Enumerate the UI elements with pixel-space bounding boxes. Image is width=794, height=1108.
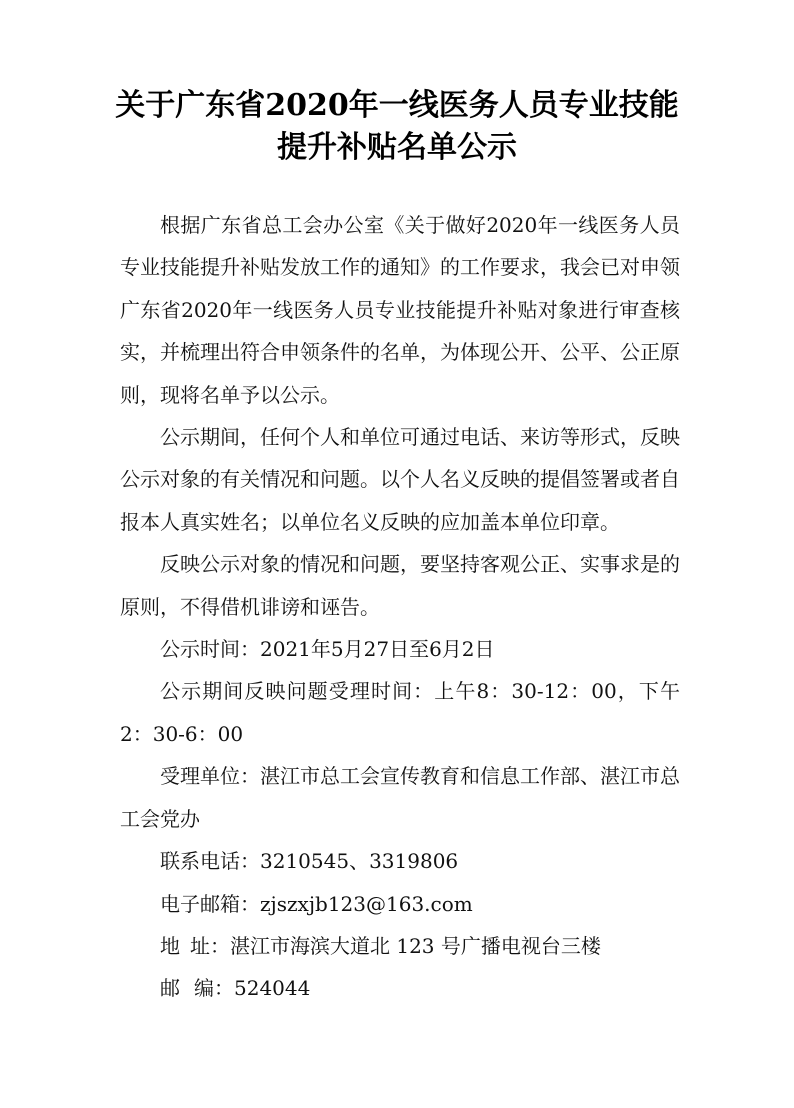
email-value: zjszxjb123@163.com — [260, 891, 473, 916]
address-label-first: 地 — [160, 933, 180, 958]
contact-postcode — [120, 967, 680, 1009]
paragraph-principles: 反映公示对象的情况和问题，要坚持客观公正、实事求是的原则，不得借机诽谤和诬告。 — [120, 552, 680, 619]
paragraph-receiving-unit: 受理单位：湛江市总工会宣传教育和信息工作部、湛江市总工会党办 — [120, 764, 680, 831]
phone-label: 联系电话： — [160, 849, 260, 874]
address-value: 湛江市海滨大道北 123 号广播电视台三楼 — [230, 933, 601, 958]
paragraph-office-hours: 公示期间反映问题受理时间：上午8：30-12：00，下午2：30-6：00 — [120, 679, 680, 746]
postcode-label-first: 邮 — [160, 976, 180, 1001]
contact-address — [120, 925, 680, 967]
document-body — [120, 204, 680, 1010]
address-label-second: 址： — [190, 933, 230, 958]
postcode-value: 524044 — [234, 976, 311, 1001]
email-label: 电子邮箱： — [160, 891, 260, 916]
document-title-line-2: 提升补贴名单公示 — [277, 130, 517, 165]
paragraph-feedback-methods: 公示期间，任何个人和单位可通过电话、来访等形式，反映公示对象的有关情况和问题。以个人名义反映的提倡签署或者自报本人真实姓名；以单位名义反映的应加盖本单位印章。 — [120, 425, 680, 534]
phone-value: 3210545、3319806 — [260, 849, 459, 874]
contact-phone — [120, 840, 680, 882]
paragraph-publicity-period: 公示时间：2021年5月27日至6月2日 — [160, 637, 495, 662]
paragraph-basis: 根据广东省总工会办公室《关于做好2020年一线医务人员专业技能提升补贴发放工作的通知》的工作要求，我会已对申领广东省2020年一线医务人员专业技能提升补贴对象进行审查核实，并梳理出符合申领条件的名单，为体现公开、公平、公正原则，现将名单予以公示。 — [120, 213, 680, 407]
postcode-label-second: 编： — [194, 976, 234, 1001]
contact-email — [120, 883, 680, 925]
document-title-line-1: 关于广东省2020年一线医务人员专业技能 — [115, 88, 679, 123]
